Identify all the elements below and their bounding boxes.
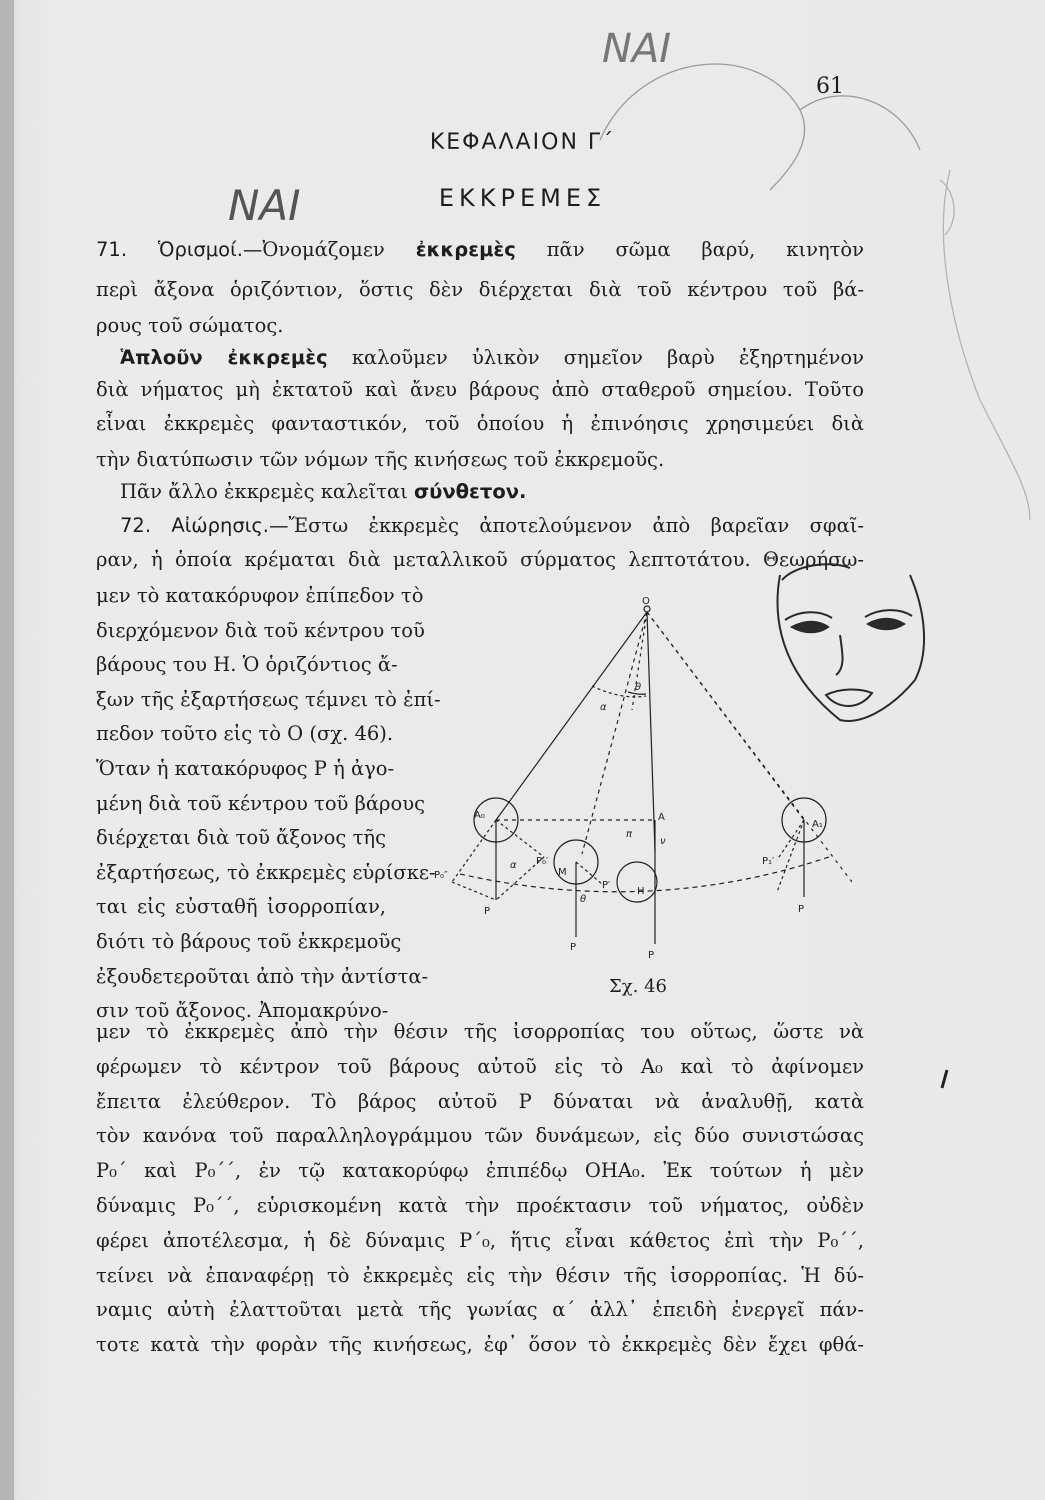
ink-mark [938,1068,952,1092]
narrow-line-4: ξων τῆς ἐξαρτήσεως τέμνει τὸ ἐπί- [96,687,441,711]
handwritten-nai-top [598,18,688,78]
body-line-6: δύναμις Ρ₀΄΄, εὑρισκομένη κατὰ τὴν προέκτασιν τοῦ νήματος, οὐδὲν [96,1194,864,1217]
svg-text:ΝΑΙ: ΝΑΙ [602,26,672,72]
label-theta-lower: θ [580,894,587,905]
narrow-line-10: ται εἰς εὐσταθῆ ἰσορροπίαν, [96,895,386,919]
body-line-9: ναμις αὐτὴ ἐλαττοῦται μετὰ τῆς γωνίας α΄ ἀλλ᾽ ἐπειδὴ ἐνεργεῖ πάν- [96,1298,864,1322]
label-p1p: P₁′ [762,856,775,867]
page-gutter [0,0,14,1500]
section-72-line-2: ραν, ἡ ὁποία κρέμαται διὰ μεταλλικοῦ σύρματος λεπτοτάτου. Θεωρήσω- [96,548,864,571]
narrow-line-9: ἐξαρτήσεως, τὸ ἐκκρεμὲς εὑρίσκε- [96,860,436,884]
extension-line [647,612,852,882]
narrow-line-3: βάρους του Η. Ὁ ὁριζόντιος ἄ- [96,653,398,677]
narrow-line-7: μένη διὰ τοῦ κέντρου τοῦ βάρους [96,791,426,815]
body-line-4: τὸν κανόνα τοῦ παραλληλογράμμου τῶν δυνάμεων, εἰς δύο συνιστώσας [96,1124,864,1148]
label-theta-top: θ [635,682,642,693]
label-p-a1: P [798,904,805,915]
simple-pendulum-line-3: εἶναι ἐκκρεμὲς φανταστικόν, τοῦ ὁποίου ἡ ἐπινόησις χρησιμεύει διὰ [96,412,864,435]
label-pi: π [626,829,633,840]
body-line-3: ἔπειτα ἐλεύθερον. Τὸ βάρος αὐτοῦ Ρ δύναται νὰ ἀναλυθῇ, κατὰ [96,1089,864,1113]
chapter-heading: ΚΕΦΑΛΑΙΟΝ Γ΄ [429,130,616,155]
simple-pendulum-line-4: τὴν διατύπωσιν τῶν νόμων τῆς κινήσεως τοῦ ἐκκρεμοῦς. [96,448,665,471]
label-a: A [658,812,665,823]
body-line-5: Ρ₀΄ καὶ Ρ₀΄΄, ἐν τῷ κατακορύφῳ ἐπιπέδῳ ΟΗΑ₀. Ἐκ τούτων ἡ μὲν [96,1159,864,1183]
component-p0pp [452,820,496,882]
body-line-7: φέρει ἀποτέλεσμα, ἡ δὲ δύναμις Ρ΄₀, ἥτις εἶναι κάθετος ἐπὶ τὴν Ρ₀΄΄, [96,1228,864,1252]
compound-pendulum-line: Πᾶν ἄλλο ἐκκρεμὲς καλεῖται σύνθετον. [120,480,527,503]
body-line-2: φέρωμεν τὸ κέντρον τοῦ βάρους αὐτοῦ εἰς τὸ Α₀ καὶ τὸ ἀφίνομεν [96,1054,864,1078]
section-72-heading: 72. Αἰώρησις.— [120,514,289,537]
narrow-line-8: διέρχεται διὰ τοῦ ἄξονος τῆς [96,826,386,850]
label-p0pp: P₀″ [434,870,448,881]
label-h: H [637,886,645,897]
label-p-m: P [570,942,577,953]
body-line-8: τείνει νὰ ἐπαναφέρῃ τὸ ἐκκρεμὲς εἰς τὴν θέσιν τῆς ἰσορροπίας. Ἡ δύ- [96,1263,864,1287]
label-alpha: α [600,702,607,713]
label-a0: A₀ [474,810,485,821]
body-line-1: μεν τὸ ἐκκρεμὲς ἀπὸ τὴν θέσιν τῆς ἰσορροπίας του οὕτως, ὥστε νὰ [96,1020,864,1043]
section-71-heading: 71. Ὁρισμοί.— [96,238,263,261]
chapter-title: ΕΚΚΡΕΜΕΣ [438,184,607,212]
label-p-h: P [648,950,655,961]
string-vertical [647,612,655,852]
narrow-line-12: ἐξουδετεροῦται ἀπὸ τὴν ἀντίστα- [96,964,429,988]
label-nu: ν [660,836,666,847]
body-line-10: τοτε κατὰ τὴν φορὰν τῆς κινήσεως, ἐφ᾽ ὅσον τὸ ἐκκρεμὲς δὲν ἔχει φθά- [96,1333,864,1357]
narrow-line-11: διότι τὸ βάρους τοῦ ἐκκρεμοῦς [96,930,402,953]
label-alpha-lower: α [510,860,517,871]
label-pp: P′ [602,880,611,891]
string-a0 [496,612,647,820]
label-m: M [558,867,567,878]
svg-text:ΝΑΙ: ΝΑΙ [228,181,301,230]
section-71-line-2: περὶ ἄξονα ὁριζόντιον, ὅστις δὲν διέρχεται διὰ τοῦ κέντρου τοῦ βά- [96,278,864,301]
simple-pendulum-line-2: διὰ νήματος μὴ ἐκτατοῦ καὶ ἄνευ βάρους ἀπὸ σταθεροῦ σημείου. Τοῦτο [96,378,864,401]
label-p-a0: P [484,906,491,917]
string-m [582,612,647,854]
narrow-line-13: σιν τοῦ ἄξονος. Ἀπομακρύνο- [96,999,389,1023]
component-p0p [496,820,544,857]
simple-pendulum-line-1: Ἁπλοῦν ἐκκρεμὲς καλοῦμεν ὑλικὸν σημεῖον βαρὺ ἐξηρτημένον [120,346,864,369]
narrow-line-5: πεδον τοῦτο εἰς τὸ Ο (σχ. 46). [96,722,394,746]
label-p0p: P₀′ [536,856,549,867]
narrow-line-2: διερχόμενον διὰ τοῦ κέντρου τοῦ [96,618,425,642]
narrow-line-1: μεν τὸ κατακόρυφον ἐπίπεδον τὸ [96,584,424,607]
label-o: O [642,596,650,607]
section-71-line-1: 71. Ὁρισμοί.—Ὀνομάζομεν ἐκκρεμὲς πᾶν σῶμα βαρύ, κινητὸν [96,238,865,261]
figure-caption: Σχ. 46 [609,976,667,997]
page-number: 61 [816,74,844,99]
pendulum-diagram [432,592,852,972]
section-72-line-1: 72. Αἰώρησις.—Ἔστω ἐκκρεμὲς ἀποτελούμενον ἀπὸ βαρεῖαν σφαῖ- [120,514,864,537]
label-a1: A₁ [812,819,823,830]
narrow-line-6: Ὅταν ἡ κατακόρυφος Ρ ἡ ἀγο- [96,757,395,780]
section-71-line-3: ρους τοῦ σώματος. [96,314,284,337]
